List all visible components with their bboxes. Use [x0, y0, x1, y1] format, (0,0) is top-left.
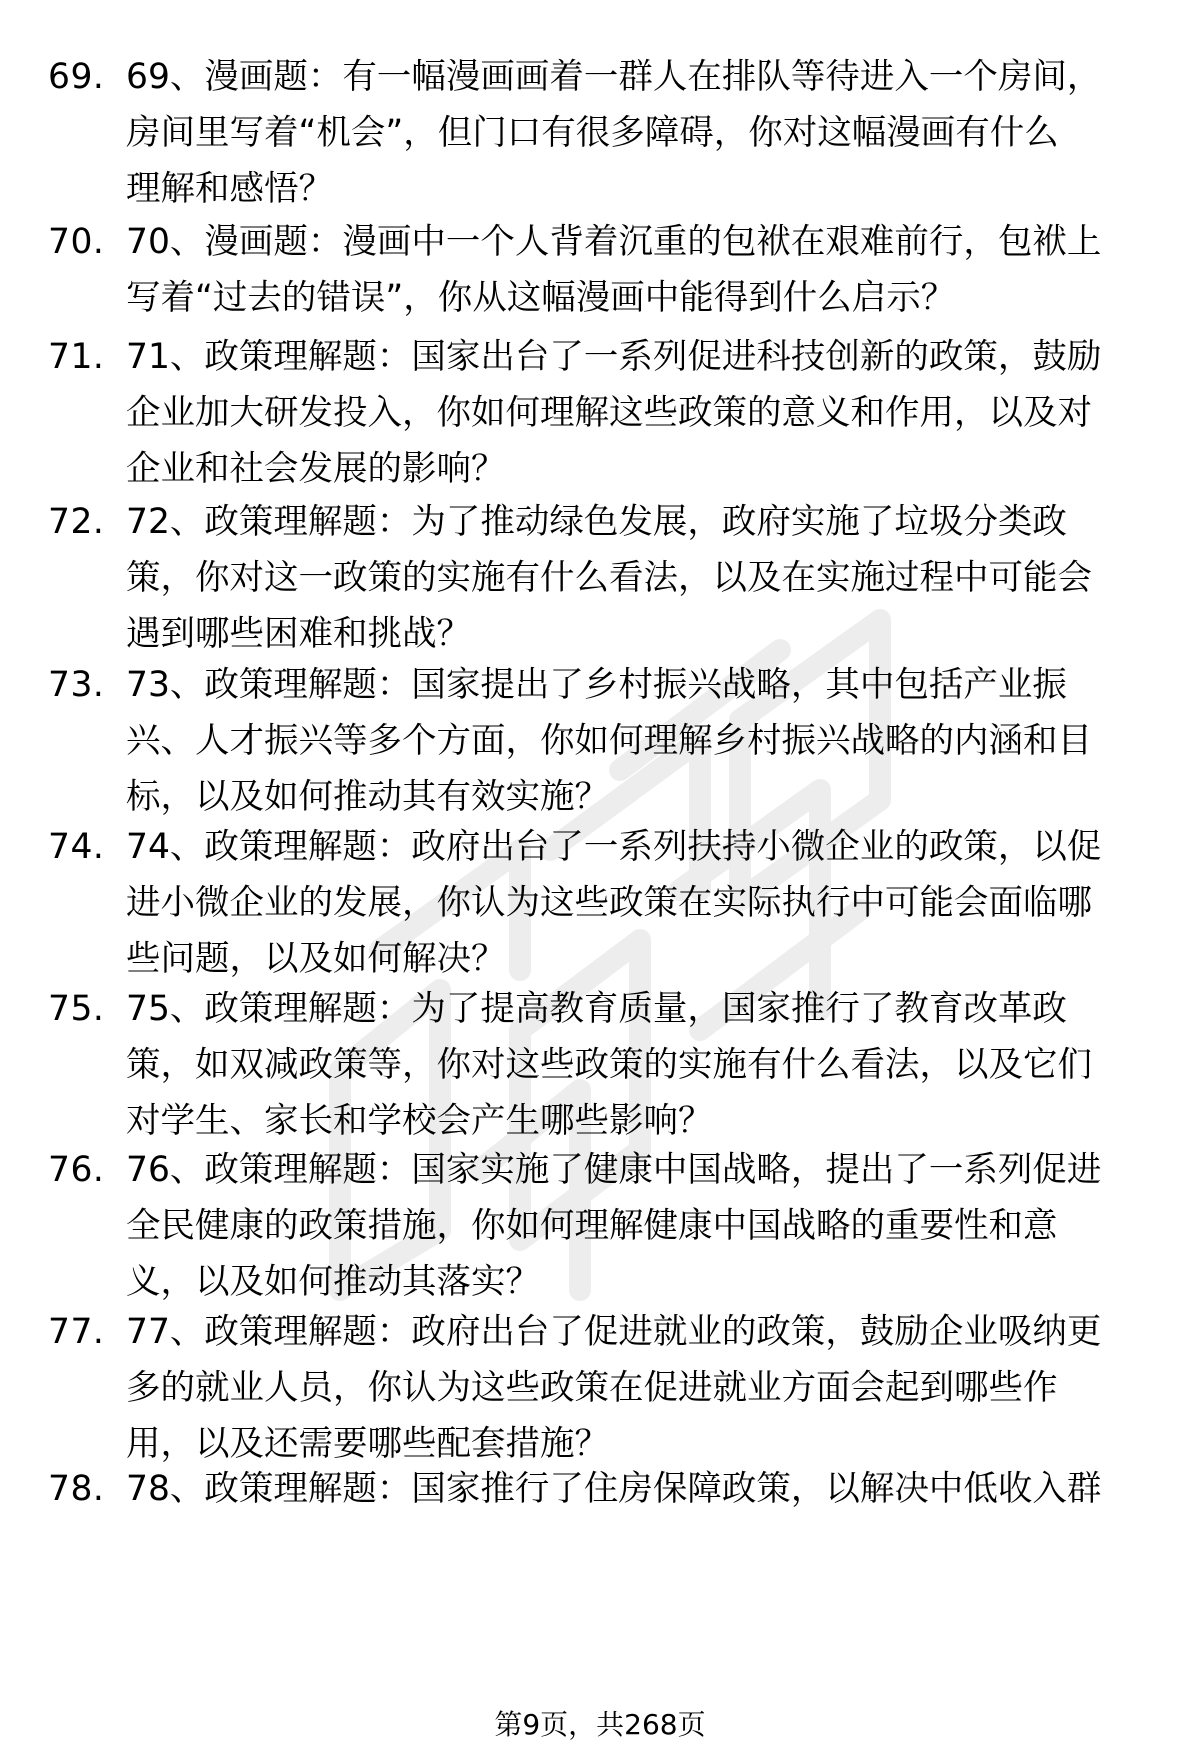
question-text-line: 全民健康的政策措施，你如何理解健康中国战略的重要性和意 — [126, 1206, 1058, 1246]
question-text-line: 71、政策理解题：国家出台了一系列促进科技创新的政策，鼓励 — [126, 337, 1102, 377]
question-text-line: 78、政策理解题：国家推行了住房保障政策，以解决中低收入群 — [126, 1469, 1102, 1509]
question-text-line: 用，以及还需要哪些配套措施？ — [126, 1424, 609, 1464]
question-number: 72. — [48, 502, 105, 542]
question-text-line: 73、政策理解题：国家提出了乡村振兴战略，其中包括产业振 — [126, 665, 1067, 705]
question-text-line: 进小微企业的发展，你认为这些政策在实际执行中可能会面临哪 — [126, 883, 1092, 923]
page-footer: 第9页，共268页 — [494, 1708, 706, 1741]
question-text-line: 遇到哪些困难和挑战？ — [126, 614, 471, 654]
question-text-line: 70、漫画题：漫画中一个人背着沉重的包袱在艰难前行，包袱上 — [126, 222, 1102, 262]
question-text-line: 企业加大研发投入，你如何理解这些政策的意义和作用，以及对 — [126, 393, 1092, 433]
question-number: 70. — [48, 222, 105, 262]
question-text-line: 理解和感悟？ — [126, 169, 333, 209]
question-text-line: 策，如双减政策等，你对这些政策的实施有什么看法，以及它们 — [126, 1045, 1092, 1085]
question-text-line: 72、政策理解题：为了推动绿色发展，政府实施了垃圾分类政 — [126, 502, 1067, 542]
question-number: 71. — [48, 337, 105, 377]
question-text-line: 兴、人才振兴等多个方面，你如何理解乡村振兴战略的内涵和目 — [126, 721, 1092, 761]
question-text-line: 76、政策理解题：国家实施了健康中国战略，提出了一系列促进 — [126, 1150, 1102, 1190]
question-text-line: 义，以及如何推动其落实？ — [126, 1262, 540, 1302]
question-number: 77. — [48, 1312, 105, 1352]
question-text-line: 74、政策理解题：政府出台了一系列扶持小微企业的政策，以促 — [126, 827, 1102, 867]
question-number: 78. — [48, 1469, 105, 1509]
question-number: 75. — [48, 989, 105, 1029]
question-text-line: 写着“过去的错误”，你从这幅漫画中能得到什么启示？ — [126, 278, 956, 318]
question-text-line: 77、政策理解题：政府出台了促进就业的政策，鼓励企业吸纳更 — [126, 1312, 1102, 1352]
question-number: 69. — [48, 57, 105, 97]
question-text-line: 对学生、家长和学校会产生哪些影响？ — [126, 1101, 713, 1141]
question-text-line: 标，以及如何推动其有效实施？ — [126, 777, 609, 817]
question-text-line: 75、政策理解题：为了提高教育质量，国家推行了教育改革政 — [126, 989, 1067, 1029]
question-number: 74. — [48, 827, 105, 867]
question-number: 73. — [48, 665, 105, 705]
question-text-line: 多的就业人员，你认为这些政策在促进就业方面会起到哪些作 — [126, 1368, 1058, 1408]
question-text-line: 房间里写着“机会”，但门口有很多障碍，你对这幅漫画有什么 — [126, 113, 1059, 153]
question-text-line: 企业和社会发展的影响？ — [126, 449, 506, 489]
question-number: 76. — [48, 1150, 105, 1190]
question-text-line: 69、漫画题：有一幅漫画画着一群人在排队等待进入一个房间， — [126, 57, 1102, 97]
question-text-line: 策，你对这一政策的实施有什么看法，以及在实施过程中可能会 — [126, 558, 1092, 598]
question-text-line: 些问题，以及如何解决？ — [126, 939, 506, 979]
